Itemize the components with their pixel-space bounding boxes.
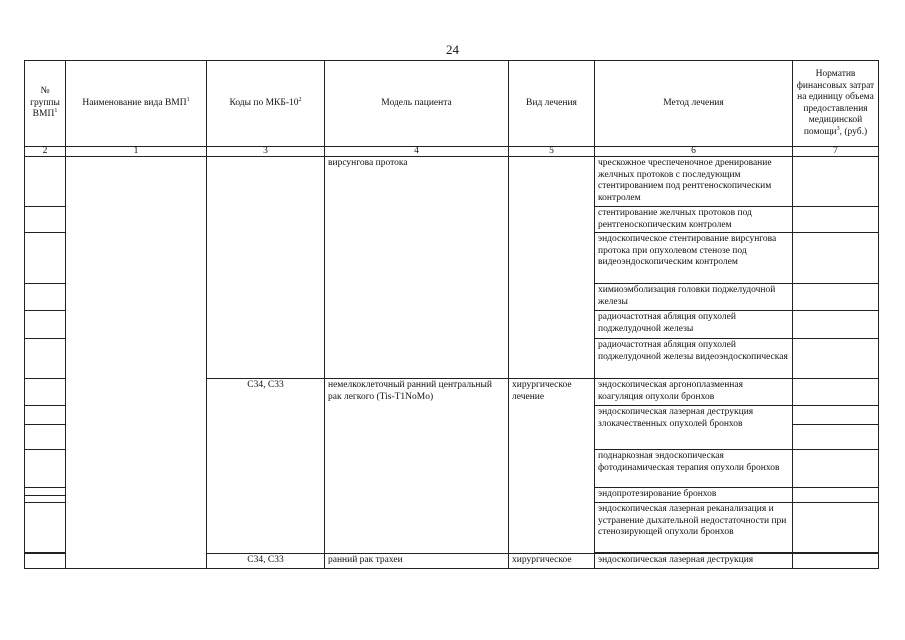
treatment-method-cell: эндоскопическое стентирование вирсунгова протока при опухолевом стенозе под видеоэндоскопическим контролем xyxy=(595,233,793,284)
norm-cell xyxy=(793,207,879,233)
header-row xyxy=(25,61,879,147)
column-number: 3 xyxy=(207,147,325,157)
treatment-method-cell: химиоэмболизация головки поджелудочной железы xyxy=(595,284,793,311)
norm-cell xyxy=(793,233,879,284)
header-vmp-name: Наименование вида ВМП$^1$ xyxy=(66,61,207,147)
treatment-type-cell xyxy=(509,157,595,379)
codes-cell xyxy=(207,157,325,379)
vmp-table xyxy=(24,60,879,569)
header-treatment-method: Метод лечения xyxy=(595,61,793,147)
codes-cell: C34, C33 xyxy=(207,379,325,554)
table-row xyxy=(25,157,879,207)
treatment-type-cell: хирургическое лечение xyxy=(509,379,595,554)
norm-cell xyxy=(793,157,879,207)
group-no-cell xyxy=(25,339,66,379)
column-number: 7 xyxy=(793,147,879,157)
norm-cell xyxy=(793,554,879,569)
treatment-method-cell: радиочастотная абляция опухолей поджелудочной железы xyxy=(595,311,793,339)
group-no-cell xyxy=(25,425,66,450)
treatment-method-cell: чрескожное чреспеченочное дренирование желчных протоков с последующим стентированием под рентгеноскопическим контролем xyxy=(595,157,793,207)
group-no-cell xyxy=(25,503,66,553)
header-norm: Норматив финансовых затрат на единицу объема предоставления медицинской помощи$^3$, (руб.) xyxy=(793,61,879,147)
treatment-method-cell: эндопротезирование бронхов xyxy=(595,488,793,503)
column-number: 5 xyxy=(509,147,595,157)
group-no-cell xyxy=(25,406,66,425)
treatment-method-cell: эндоскопическая лазерная реканализация и устранение дыхательной недостаточности при стенозирующей опухоли бронхов xyxy=(595,503,793,553)
treatment-method-cell: эндоскопическая лазерная деструкция xyxy=(595,554,793,569)
column-number: 4 xyxy=(325,147,509,157)
treatment-method-cell: радиочастотная абляция опухолей поджелудочной железы видеоэндоскопическая xyxy=(595,339,793,379)
patient-model-cell: немелкоклеточный ранний центральный рак легкого (Tis-T1NoMo) xyxy=(325,379,509,554)
norm-cell xyxy=(793,450,879,488)
group-no-cell xyxy=(25,496,66,503)
treatment-method-cell: эндоскопическая аргоноплазменная коагуляция опухоли бронхов xyxy=(595,379,793,406)
group-no-cell xyxy=(25,311,66,339)
norm-cell xyxy=(793,503,879,553)
group-no-cell xyxy=(25,379,66,406)
patient-model-cell: вирсунгова протока xyxy=(325,157,509,379)
codes-cell: C34, C33 xyxy=(207,554,325,569)
header-patient-model: Модель пациента xyxy=(325,61,509,147)
group-no-cell xyxy=(25,284,66,311)
norm-cell xyxy=(793,339,879,379)
norm-cell xyxy=(793,379,879,406)
norm-cell xyxy=(793,488,879,503)
column-number: 1 xyxy=(66,147,207,157)
treatment-method-cell: поднаркозная эндоскопическая фотодинамическая терапия опухоли бронхов xyxy=(595,450,793,488)
group-no-cell xyxy=(25,233,66,284)
treatment-method-cell: стентирование желчных протоков под рентгеноскопическим контролем xyxy=(595,207,793,233)
norm-cell xyxy=(793,406,879,425)
group-no-cell xyxy=(25,488,66,496)
header-treatment-type: Вид лечения xyxy=(509,61,595,147)
group-no-cell xyxy=(25,554,66,569)
group-no-cell xyxy=(25,207,66,233)
treatment-type-cell: хирургическое xyxy=(509,554,595,569)
column-number-row xyxy=(25,147,879,157)
header-group-no: № группы ВМП$^1$ xyxy=(25,61,66,147)
patient-model-cell: ранний рак трахеи xyxy=(325,554,509,569)
treatment-method-cell: эндоскопическая лазерная деструкция злокачественных опухолей бронхов xyxy=(595,406,793,450)
header-icd-codes: Коды по МКБ-$10^2$ xyxy=(207,61,325,147)
norm-cell xyxy=(793,425,879,450)
group-no-cell xyxy=(25,157,66,207)
group-no-cell xyxy=(25,450,66,488)
column-number: 2 xyxy=(25,147,66,157)
page-number: 24 xyxy=(446,42,459,57)
norm-cell xyxy=(793,284,879,311)
vmp-name-cell xyxy=(66,157,207,569)
column-number: 6 xyxy=(595,147,793,157)
norm-cell xyxy=(793,311,879,339)
